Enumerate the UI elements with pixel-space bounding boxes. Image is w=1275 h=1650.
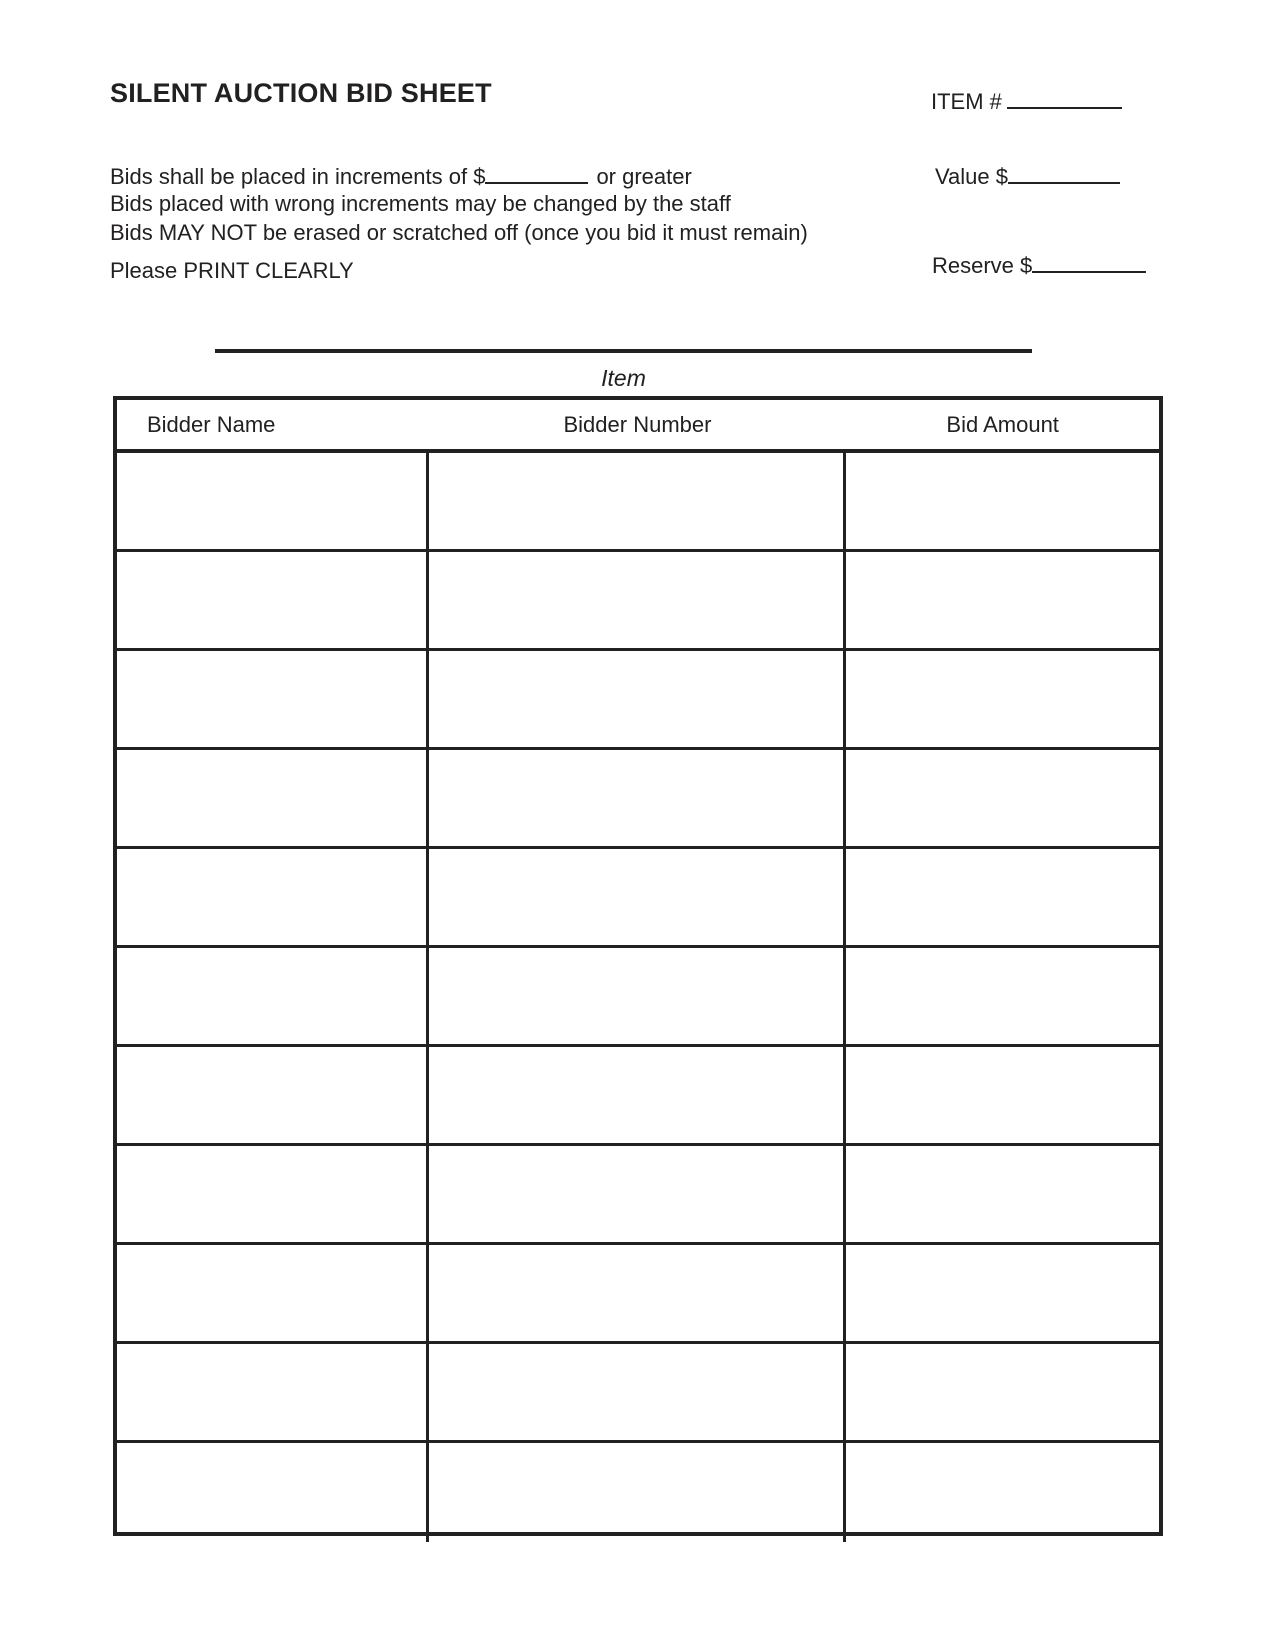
reserve-field (932, 249, 1146, 279)
instruction-print-clearly: Please PRINT CLEARLY (110, 258, 354, 283)
instruction-wrong-increments: Bids placed with wrong increments may be changed by the staff (110, 191, 731, 216)
page-title: SILENT AUCTION BID SHEET (110, 78, 492, 108)
reserve-blank[interactable] (1032, 249, 1146, 273)
bid-amount-cell[interactable] (846, 1443, 1159, 1542)
bid-amount-cell[interactable] (846, 1047, 1159, 1143)
bid-table (113, 396, 1163, 1536)
bidder-name-cell[interactable] (117, 1443, 429, 1542)
bidder-number-cell[interactable] (429, 651, 847, 747)
bid-table-header (117, 400, 1159, 453)
item-number-field (931, 85, 1122, 115)
bidder-name-cell[interactable] (117, 651, 429, 747)
instruction-increments-text: Bids shall be placed in increments of $ (110, 164, 486, 189)
column-header-bidder-name: Bidder Name (147, 411, 276, 437)
bid-amount-cell[interactable] (846, 1146, 1159, 1242)
value-label: Value $ (935, 164, 1008, 189)
bidder-name-cell[interactable] (117, 849, 429, 945)
bid-amount-cell[interactable] (846, 750, 1159, 846)
bid-amount-cell[interactable] (846, 651, 1159, 747)
table-row (117, 1047, 1159, 1146)
bid-amount-cell[interactable] (846, 552, 1159, 648)
table-row (117, 1344, 1159, 1443)
bidder-number-cell[interactable] (429, 1344, 847, 1440)
increment-amount-blank[interactable] (485, 160, 588, 184)
bidder-number-cell[interactable] (429, 750, 847, 846)
bidder-name-cell[interactable] (117, 1245, 429, 1341)
item-name-blank[interactable] (215, 349, 1032, 353)
table-row (117, 849, 1159, 948)
bidder-number-cell[interactable] (429, 1443, 847, 1542)
table-row (117, 651, 1159, 750)
table-row (117, 1245, 1159, 1344)
bidder-name-cell[interactable] (117, 1047, 429, 1143)
reserve-label: Reserve $ (932, 253, 1033, 278)
bidder-name-cell[interactable] (117, 453, 429, 549)
table-row (117, 453, 1159, 552)
table-row (117, 948, 1159, 1047)
item-number-label: ITEM # (931, 89, 1002, 114)
instruction-increments (110, 160, 692, 190)
column-header-bidder-number: Bidder Number (563, 411, 712, 437)
bid-amount-cell[interactable] (846, 1344, 1159, 1440)
bid-amount-cell[interactable] (846, 1245, 1159, 1341)
bidder-number-cell[interactable] (429, 552, 847, 648)
bidder-number-cell[interactable] (429, 1047, 847, 1143)
bidder-number-cell[interactable] (429, 1245, 847, 1341)
instruction-increments-suffix: or greater (596, 164, 692, 189)
bidder-name-cell[interactable] (117, 1146, 429, 1242)
bidder-number-cell[interactable] (429, 948, 847, 1044)
bidder-name-cell[interactable] (117, 948, 429, 1044)
bidder-number-cell[interactable] (429, 453, 847, 549)
bid-table-body (117, 453, 1159, 1542)
table-row (117, 750, 1159, 849)
bid-amount-cell[interactable] (846, 453, 1159, 549)
table-row (117, 1443, 1159, 1542)
value-blank[interactable] (1008, 160, 1120, 184)
bid-amount-cell[interactable] (846, 948, 1159, 1044)
bid-amount-cell[interactable] (846, 849, 1159, 945)
bidder-number-cell[interactable] (429, 849, 847, 945)
table-row (117, 1146, 1159, 1245)
table-row (117, 552, 1159, 651)
item-caption: Item (601, 365, 646, 391)
bidder-name-cell[interactable] (117, 1344, 429, 1440)
item-number-blank[interactable] (1007, 85, 1122, 109)
bidder-name-cell[interactable] (117, 750, 429, 846)
bidder-number-cell[interactable] (429, 1146, 847, 1242)
column-header-bid-amount: Bid Amount (946, 411, 1059, 437)
value-field (935, 160, 1120, 190)
bidder-name-cell[interactable] (117, 552, 429, 648)
instruction-no-erase: Bids MAY NOT be erased or scratched off (once you bid it must remain) (110, 220, 808, 245)
